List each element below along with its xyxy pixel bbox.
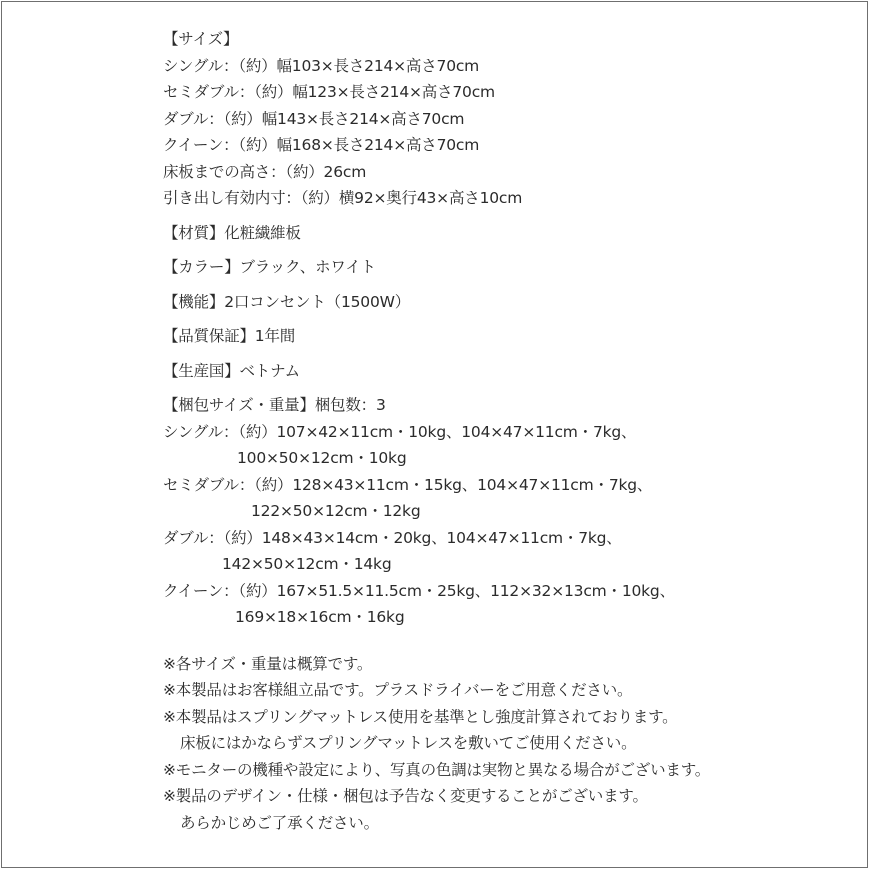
function-line: 【機能】2口コンセント（1500W） [163, 292, 411, 311]
packaging-queen: クイーン：（約）167×51.5×11.5cm・25kg、112×32×13cm・10kg、 [163, 581, 675, 600]
note-design-change-cont: あらかじめご了承ください。 [180, 813, 379, 832]
packaging-semi-double-cont: 122×50×12cm・12kg [251, 502, 421, 520]
spec-content [163, 26, 853, 836]
note-assembly: ※本製品はお客様組立品です。プラスドライバーをご用意ください。 [163, 681, 633, 699]
section-gap [163, 350, 853, 358]
size-double: ダブル：（約）幅143×長さ214×高さ70cm [163, 109, 465, 128]
section-gap [163, 631, 853, 651]
section-gap [163, 246, 853, 254]
packaging-single-cont: 100×50×12cm・10kg [237, 449, 407, 467]
packaging-double: ダブル：（約）148×43×14cm・20kg、104×47×11cm・7kg、 [163, 528, 622, 547]
section-gap [163, 281, 853, 289]
packaging-single: シングル：（約）107×42×11cm・10kg、104×47×11cm・7kg、 [163, 422, 637, 441]
packaging-queen-cont: 169×18×16cm・16kg [235, 608, 405, 626]
note-design-change: ※製品のデザイン・仕様・梱包は予告なく変更することがございます。 [163, 787, 648, 805]
packaging-heading: 【梱包サイズ・重量】梱包数：3 [163, 396, 386, 414]
note-approximate: ※各サイズ・重量は概算です。 [163, 654, 373, 673]
section-gap [163, 384, 853, 392]
size-queen: クイーン：（約）幅168×長さ214×高さ70cm [163, 136, 480, 154]
note-strength-cont: 床板にはかならずスプリングマットレスを敷いてご使用ください。 [180, 734, 637, 752]
section-gap [163, 212, 853, 220]
note-strength: ※本製品はスプリングマットレス使用を基準とし強度計算されております。 [163, 707, 678, 726]
packaging-double-cont: 142×50×12cm・14kg [222, 555, 392, 573]
size-heading: 【サイズ】 [163, 30, 239, 48]
material-line: 【材質】化粧繊維板 [163, 223, 301, 242]
origin-line: 【生産国】ベトナム [163, 361, 300, 380]
floor-height: 床板までの高さ：（約）26cm [163, 162, 367, 181]
color-line: 【カラー】ブラック、ホワイト [163, 258, 376, 276]
packaging-semi-double: セミダブル：（約）128×43×11cm・15kg、104×47×11cm・7kg、 [163, 475, 653, 494]
section-gap [163, 315, 853, 323]
note-monitor-color: ※モニターの機種や設定により、写真の色調は実物と異なる場合がございます。 [163, 760, 711, 779]
warranty-line: 【品質保証】1年間 [163, 327, 296, 345]
size-semi-double: セミダブル：（約）幅123×長さ214×高さ70cm [163, 83, 495, 101]
drawer-inner-size: 引き出し有効内寸：（約）横92×奥行43×高さ10cm [163, 189, 523, 207]
spec-frame [1, 1, 868, 868]
size-single: シングル：（約）幅103×長さ214×高さ70cm [163, 56, 480, 75]
